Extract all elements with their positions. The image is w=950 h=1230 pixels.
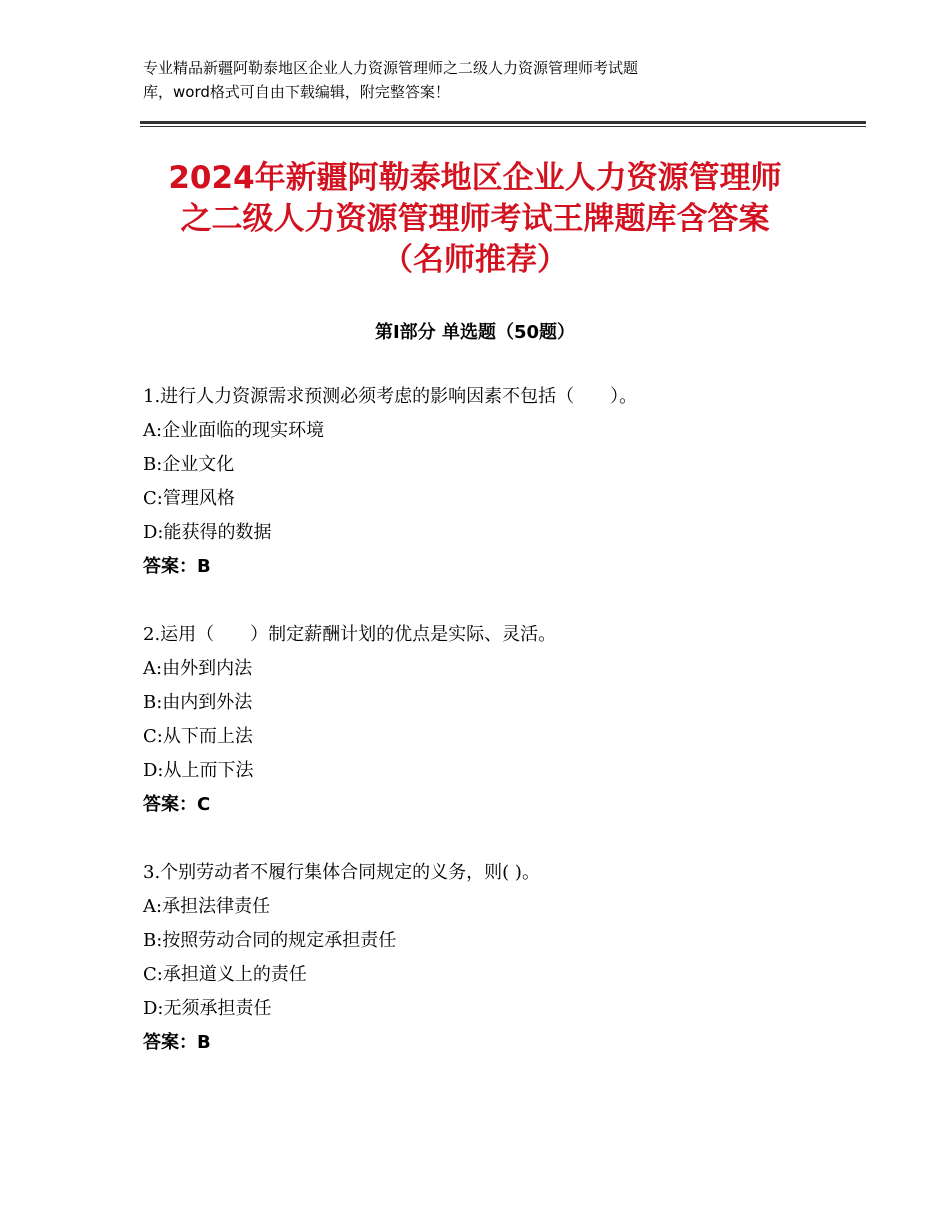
option-a: A:承担法律责任 xyxy=(143,896,271,917)
option-a: A:由外到内法 xyxy=(143,658,253,679)
header-note-line-2: 库，word格式可自由下载编辑，附完整答案！ xyxy=(143,83,450,101)
section-title: 第Ⅰ部分 单选题（50题） xyxy=(374,322,575,343)
question-stem: 3.个别劳动者不履行集体合同规定的义务，则( )。 xyxy=(143,862,540,883)
answer: 答案：B xyxy=(143,1032,211,1053)
document-title xyxy=(120,158,830,281)
option-d: D:能获得的数据 xyxy=(143,522,272,543)
header-rule-thick xyxy=(140,121,866,124)
header-note xyxy=(143,56,783,104)
option-d: D:无须承担责任 xyxy=(143,998,272,1019)
option-b: B:企业文化 xyxy=(143,454,235,475)
option-c: C:从下而上法 xyxy=(143,726,253,747)
question-list xyxy=(143,380,863,1094)
answer: 答案：C xyxy=(143,794,211,815)
question-stem: 2.运用（ ）制定薪酬计划的优点是实际、灵活。 xyxy=(143,624,557,645)
option-a: A:企业面临的现实环境 xyxy=(143,420,325,441)
option-d: D:从上而下法 xyxy=(143,760,254,781)
question-1 xyxy=(143,380,863,584)
question-2 xyxy=(143,618,863,822)
title-line-1: 2024年新疆阿勒泰地区企业人力资源管理师 xyxy=(168,160,782,196)
question-3 xyxy=(143,856,863,1060)
option-c: C:承担道义上的责任 xyxy=(143,964,307,985)
option-b: B:按照劳动合同的规定承担责任 xyxy=(143,930,397,951)
header-rule-thin xyxy=(140,126,866,127)
header-note-line-1: 专业精品新疆阿勒泰地区企业人力资源管理师之二级人力资源管理师考试题 xyxy=(143,59,639,77)
option-c: C:管理风格 xyxy=(143,488,235,509)
answer: 答案：B xyxy=(143,556,211,577)
question-stem: 1.进行人力资源需求预测必须考虑的影响因素不包括（ ）。 xyxy=(143,386,638,407)
title-line-2: 之二级人力资源管理师考试王牌题库含答案 xyxy=(180,201,770,237)
title-line-3: （名师推荐） xyxy=(382,242,568,278)
option-b: B:由内到外法 xyxy=(143,692,253,713)
